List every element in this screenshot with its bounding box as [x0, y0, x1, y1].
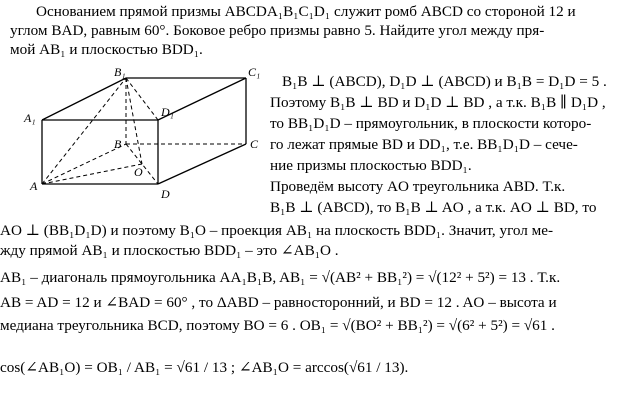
solution-line-7: B₁B ⊥ (ABCD), то B₁B ⊥ AO , а т.к. AO ⊥ BD, то [270, 199, 597, 216]
solution-line-12: медиана треугольника BCD, поэтому BO = 6 . OB₁ = √(BO² + BB₁²) = √(6² + 5²) = √61 . [0, 317, 555, 334]
solution-line-9: жду прямой AB₁ и плоскостью BDD₁ – это ∠AB₁O . [0, 242, 339, 259]
problem-line-1: Основанием прямой призмы ABCDA₁B₁C₁D₁ служит ромб ABCD со стороной 12 и [36, 3, 576, 20]
label-b1: B₁ [114, 65, 126, 79]
problem-line-2: углом BAD, равным 60°. Боковое ребро призмы равно 5. Найдите угол между пря- [10, 22, 545, 39]
prism-figure [0, 62, 270, 202]
label-d1: D₁ [161, 105, 174, 119]
solution-line-13: cos(∠AB₁O) = OB₁ / AB₁ = √61 / 13 ; ∠AB₁O = arccos(√61 / 13). [0, 359, 409, 376]
edge-a1b1 [42, 78, 126, 120]
label-d: D [161, 187, 170, 201]
segment-b1o [126, 78, 142, 164]
solution-line-10: AB₁ – диагональ прямоугольника AA₁B₁B, AB₁ = √(AB² + BB₁²) = √(12² + 5²) = 13 . Т.к. [0, 269, 561, 286]
solution-line-4: го лежат прямые BD и DD₁, т.е. BB₁D₁D – сече- [270, 136, 578, 153]
hidden-edges [42, 78, 246, 184]
label-o: O [134, 165, 143, 179]
label-b: B [114, 137, 122, 151]
solution-line-6: Проведём высоту AO треугольника ABD. Т.к. [270, 178, 566, 195]
solution-line-11: AB = AD = 12 и ∠BAD = 60° , то ΔABD – равносторонний, и BD = 12 . AO – высота и [0, 294, 557, 311]
label-c1: C₁ [248, 65, 261, 79]
solution-line-2: Поэтому B₁B ⊥ BD и D₁D ⊥ BD , а т.к. B₁B ∥ D₁D , [270, 94, 606, 111]
solution-line-8: AO ⊥ (BB₁D₁D) и поэтому B₁O – проекция AB₁ на плоскость BDD₁. Значит, угол ме- [0, 222, 554, 239]
solution-line-3: то BB₁D₁D – прямоугольник, в плоскости которо- [270, 115, 592, 132]
edge-dc [158, 144, 246, 184]
solution-line-5: ние призмы плоскостью BDD₁. [270, 157, 472, 174]
prism-edges [42, 78, 246, 184]
solution-line-1: B₁B ⊥ (ABCD), D₁D ⊥ (ABCD) и B₁B = D₁D = 5 . [282, 73, 607, 90]
height-ao [42, 164, 142, 184]
label-a1: A₁ [24, 111, 36, 125]
label-c: C [250, 137, 259, 151]
diag-b1d1 [126, 78, 158, 120]
label-a: A [30, 179, 38, 193]
problem-line-3: мой AB₁ и плоскостью BDD₁. [10, 41, 203, 58]
diag-ab1 [42, 78, 126, 184]
